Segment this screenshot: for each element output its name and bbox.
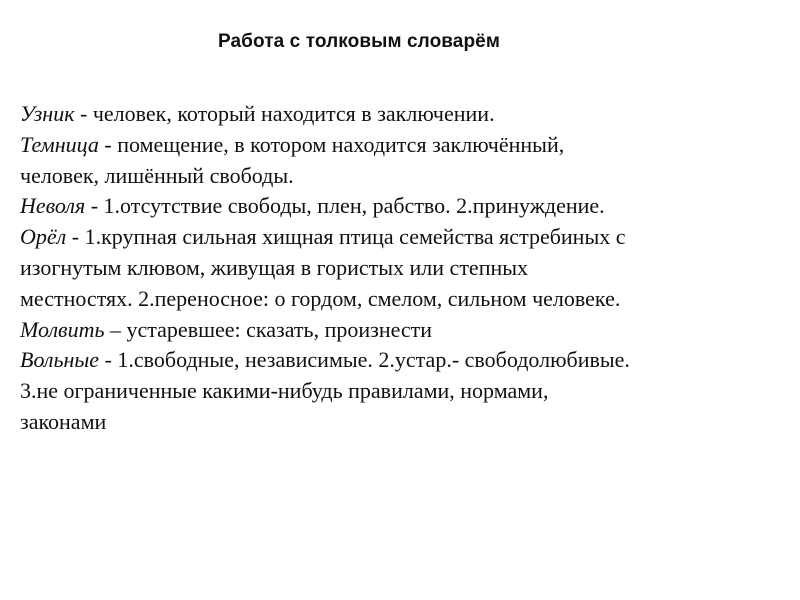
definition-term: Темница	[20, 131, 99, 157]
definition-text: - 1.свободные, независимые. 2.устар.- свободолюбивые.	[99, 347, 630, 373]
definition-line	[20, 253, 790, 284]
definition-text: - помещение, в котором находится заключённый,	[98, 131, 565, 157]
dictionary-definitions	[20, 99, 790, 438]
definition-line	[20, 130, 790, 161]
definition-line	[20, 99, 790, 130]
definition-line	[20, 161, 790, 192]
definition-text: - 1.крупная сильная хищная птица семейства ястребиных с	[66, 224, 626, 250]
definition-term: Неволя	[20, 193, 86, 219]
definition-term: Молвить	[20, 316, 105, 342]
definition-line	[20, 191, 790, 222]
definition-text: местностях. 2.переносное: о гордом, смелом, сильном человеке.	[20, 285, 621, 311]
definition-line	[20, 376, 790, 407]
definition-text: 3.не ограниченные какими-нибудь правилами, нормами,	[20, 378, 549, 404]
definition-line	[20, 407, 790, 438]
definition-text: человек, лишённый свободы.	[20, 162, 294, 188]
definition-term: Орёл	[20, 224, 67, 250]
definition-text: - человек, который находится в заключении.	[74, 101, 495, 126]
definition-line	[20, 222, 790, 253]
definition-line	[20, 345, 790, 376]
definition-line	[20, 315, 790, 346]
definition-text: изогнутым клювом, живущая в гористых или степных	[20, 254, 529, 280]
definition-text: - 1.отсутствие свободы, плен, рабство. 2.принуждение.	[85, 193, 605, 219]
definition-term: Узник	[20, 101, 75, 126]
slide-title: Работа с толковым словарём	[217, 31, 501, 52]
definition-text: законами	[20, 408, 107, 434]
definition-text: – устаревшее: сказать, произнести	[104, 316, 433, 342]
definition-line	[20, 284, 790, 315]
definition-term: Вольные	[20, 347, 100, 373]
